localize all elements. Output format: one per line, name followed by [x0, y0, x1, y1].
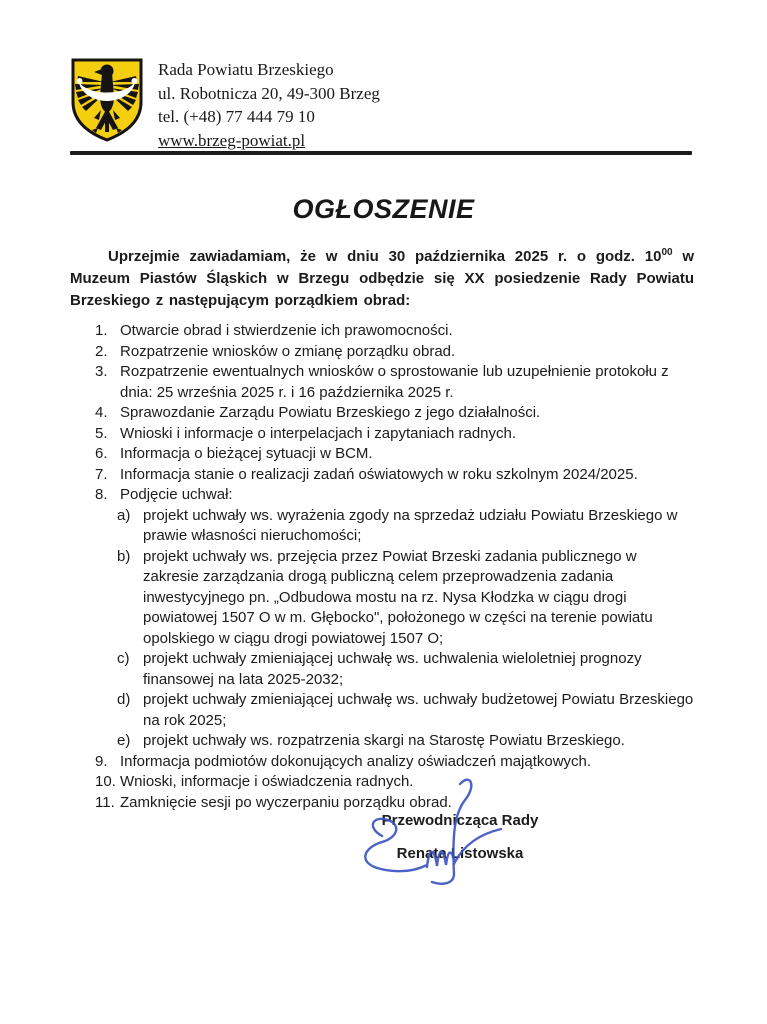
- agenda-subitem-a: [70, 506, 694, 547]
- agenda-item-text: Rozpatrzenie wniosków o zmianę porządku obrad.: [120, 342, 456, 360]
- intro-paragraph: [70, 246, 694, 312]
- agenda-subitem-letter: a): [117, 506, 131, 524]
- signature-role: Przewodnicząca Rady: [381, 812, 539, 829]
- intro-text-before: Uprzejmie zawiadamiam, że w dniu 30 października 2025 r. o godz. 10: [108, 248, 662, 265]
- agenda-item-5: [70, 424, 694, 445]
- agenda-subitem-letter: e): [117, 732, 131, 749]
- org-phone: tel. (+48) 77 444 79 10: [158, 107, 315, 126]
- agenda-item-7: [70, 465, 694, 486]
- agenda-item-9: [70, 752, 694, 773]
- agenda-subitem-text: projekt uchwały ws. przejęcia przez Powiat Brzeski zadania publicznego w zakresie zarządzania drogą publiczną celem przeprowadzenia zadania inwestycyjnego pn. „Odbudowa mostu na rz. Nysa Kłodzka w ciągu drogi powiatowej 1507 O w m. Głębocko", położonego w części na terenie powiatu opolskiego w ciągu drogi powiatowej 1507 O;: [143, 547, 653, 647]
- agenda-item-text: Informacja o bieżącej sytuacji w BCM.: [120, 445, 373, 462]
- agenda-item-number: 9.: [95, 752, 108, 770]
- time-superscript: 00: [661, 247, 673, 258]
- agenda-item-number: 10.: [95, 773, 116, 790]
- agenda-subitem-b: [70, 547, 694, 650]
- org-name: Rada Powiatu Brzeskiego: [158, 60, 334, 79]
- agenda-subitem-letter: c): [117, 650, 130, 667]
- agenda-item-11: [70, 793, 694, 814]
- document-body: [70, 246, 694, 813]
- agenda-item-text: Wnioski, informacje i oświadczenia radnych.: [120, 773, 414, 790]
- agenda-item-number: 11.: [95, 793, 115, 811]
- agenda-item-number: 1.: [95, 322, 108, 339]
- agenda-item-2: [70, 342, 694, 363]
- agenda-subitem-letter: b): [117, 547, 131, 565]
- agenda-item-3: [70, 362, 694, 403]
- coat-of-arms-logo: [68, 56, 146, 144]
- org-address: ul. Robotnicza 20, 49-300 Brzeg: [158, 83, 380, 103]
- agenda-item-6: [70, 444, 694, 465]
- agenda-item-text: Informacja stanie o realizacji zadań oświatowych w roku szkolnym 2024/2025.: [120, 465, 638, 483]
- agenda-subitem-text: projekt uchwały ws. wyrażenia zgody na sprzedaż udziału Powiatu Brzeskiego w prawie własności nieruchomości;: [143, 506, 678, 544]
- agenda-subitem-text: projekt uchwały zmieniającej uchwałę ws. uchwały budżetowej Powiatu Brzeskiego na rok 2025;: [143, 691, 694, 729]
- agenda-item-number: 4.: [95, 404, 108, 421]
- agenda-item-text: Rozpatrzenie ewentualnych wniosków o sprostowanie lub uzupełnienie protokołu z dnia: 25 września 2025 r. i 16 października 2025 r.: [120, 363, 669, 401]
- agenda-item-text: Otwarcie obrad i stwierdzenie ich prawomocności.: [120, 322, 453, 339]
- header-divider: [70, 151, 692, 155]
- agenda-item-10: [70, 772, 694, 793]
- agenda-item-1: [70, 321, 694, 342]
- agenda-item-text: Zamknięcie sesji po wyczerpaniu porządku obrad.: [120, 793, 452, 811]
- agenda-item-text: Informacja podmiotów dokonujących analizy oświadczeń majątkowych.: [120, 752, 592, 770]
- agenda-subitem-text: projekt uchwały ws. rozpatrzenia skargi na Starostę Powiatu Brzeskiego.: [143, 732, 625, 749]
- letterhead: [68, 56, 380, 152]
- agenda-item-number: 8.: [95, 486, 108, 503]
- signature-block: [355, 812, 565, 863]
- signature-name: Renata Listowska: [396, 845, 524, 862]
- agenda-item-number: 7.: [95, 465, 108, 483]
- agenda-list: [70, 321, 694, 813]
- org-contact-block: [158, 56, 380, 152]
- agenda-item-number: 6.: [95, 445, 108, 462]
- agenda-subitem-c: [70, 649, 694, 690]
- agenda-item-8: [70, 485, 694, 506]
- agenda-subitem-e: [70, 731, 694, 752]
- agenda-item-text: Podjęcie uchwał:: [120, 486, 233, 503]
- intro-text-after: w Muzeum Piastów Śląskich w Brzegu odbędzie się XX posiedzenie Rady Powiatu Brzeskiego z następującym porządkiem obrad:: [70, 248, 694, 309]
- org-website-link[interactable]: www.brzeg-powiat.pl: [158, 130, 306, 150]
- agenda-subitem-letter: d): [117, 691, 131, 708]
- page-title: OGŁOSZENIE: [292, 194, 475, 224]
- agenda-item-4: [70, 403, 694, 424]
- agenda-item-number: 2.: [95, 342, 108, 360]
- agenda-item-text: Wnioski i informacje o interpelacjach i zapytaniach radnych.: [120, 424, 517, 442]
- agenda-item-number: 5.: [95, 424, 108, 442]
- agenda-subitem-d: [70, 690, 694, 731]
- agenda-subitem-text: projekt uchwały zmieniającej uchwałę ws. uchwalenia wieloletniej prognozy finansowej na lata 2025-2032;: [143, 650, 642, 688]
- agenda-item-number: 3.: [95, 363, 108, 380]
- agenda-item-text: Sprawozdanie Zarządu Powiatu Brzeskiego z jego działalności.: [120, 404, 541, 421]
